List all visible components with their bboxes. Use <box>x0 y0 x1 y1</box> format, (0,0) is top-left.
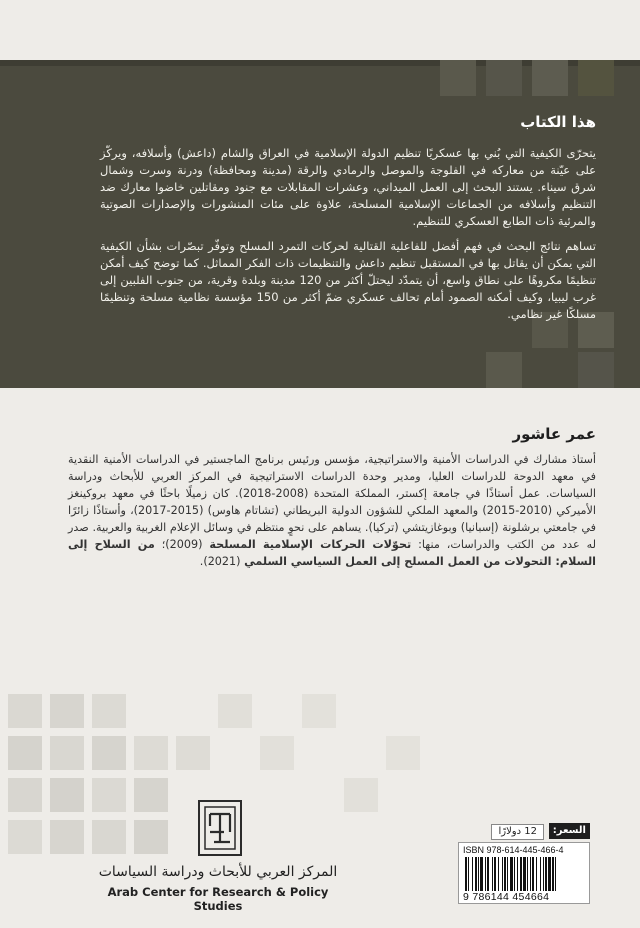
publisher-logo <box>198 800 242 856</box>
author-section <box>68 426 596 570</box>
author-bio <box>68 451 596 570</box>
author-book-2-year: (2021). <box>199 555 241 568</box>
author-book-1: تحوّلات الحركات الإسلامية المسلحة <box>209 538 412 551</box>
publisher-name-ar: المركز العربي للأبحاث ودراسة السياسات <box>98 864 338 880</box>
barcode-number: 9 786144 454664 <box>463 891 550 903</box>
about-paragraph-1: يتحرّى الكيفية التي بُني بها عسكريًا تنظيم الدولة الإسلامية في العراق والشام (داعش) وأسلافه، ويركّز على عيّنة من معاركه في الفلوجة والموصل والرمادي والرقة (مدينة ومحافظة) ودرنة وسرت وشمال شرق سيناء. يستند البحث إلى العمل الميداني، وعشرات المقابلات مع جنود ومقاتلين خاضوا معارك ضد التنظيم وأسلافه من الجماعات الإسلامية المسلحة، علاوة على مئات المنشورات والإصدارات الصوتية والمرئية ذات الطابع العسكري للتنظيم. <box>100 146 596 228</box>
author-book-2: من السلاح إلى السلام: التحولات من العمل المسلح إلى العمل السياسي السلمي <box>68 538 596 568</box>
about-book-heading: هذا الكتاب <box>520 113 596 131</box>
publisher-logo-mark <box>200 802 240 854</box>
about-book-section <box>100 114 596 331</box>
author-bio-text: أستاذ مشارك في الدراسات الأمنية والاستراتيجية، مؤسس ورئيس برنامج الماجستير في الدراسات الأمنية النقدية في معهد الدوحة للدراسات العليا، ومدير وحدة الدراسات الاستراتيجية في المركز العربي للأبحاث ودراسة السياسات. عمل أستاذًا في جامعة إكستر، المملكة المتحدة (2008-2018). كان زميلًا باحثًا في معهد بروكينغز الأميركي (2010-2015) والمعهد الملكي للشؤون الدولية البريطاني (تشاتام هاوس) (2015-2017)، وأستاذًا زائرًا في جامعتي برشلونة (إسبانيا) وبوغازيتشي (تركيا). يساهم على نحوٍ منتظم في وسائل الإعلام الغربية والعربية. صدر له عدد من الكتب والدراسات، منها: <box>68 453 597 551</box>
author-name: عمر عاشور <box>512 425 596 443</box>
barcode-bars <box>465 857 585 891</box>
price-tag <box>458 823 590 839</box>
price-label: السعر: <box>549 823 590 839</box>
about-paragraph-2: تساهم نتائج البحث في فهم أفضل للفاعلية القتالية لحركات التمرد المسلح وتوفّر تبصّرات بشأن الكيفية التي يمكن أن يقاتل بها في المستقبل تنظيم داعش والتنظيمات ذات الفكر المماثل. كما توضح كيف أمكن تنظيمًا مكروهًا على نطاق واسع، أن يتمدّد ليحتلّ أكثر من 120 مدينة وبلدة وقرية، من جنوب الفلبين إلى غرب ليبيا، وكيف أمكنه الصمود أمام تحالف عسكري ضمّ أكثر من 150 مؤسسة نظامية مسلحة وتنظيمًا مسلكًا غير نظامي. <box>100 239 597 321</box>
isbn-barcode <box>458 842 590 904</box>
price-value: 12 دولارًا <box>491 824 544 840</box>
author-book-1-year: (2009)؛ <box>161 538 203 551</box>
isbn-text: ISBN 978-614-445-466-4 <box>463 845 564 855</box>
publisher-name-en: Arab Center for Research & Policy Studies <box>107 885 329 913</box>
